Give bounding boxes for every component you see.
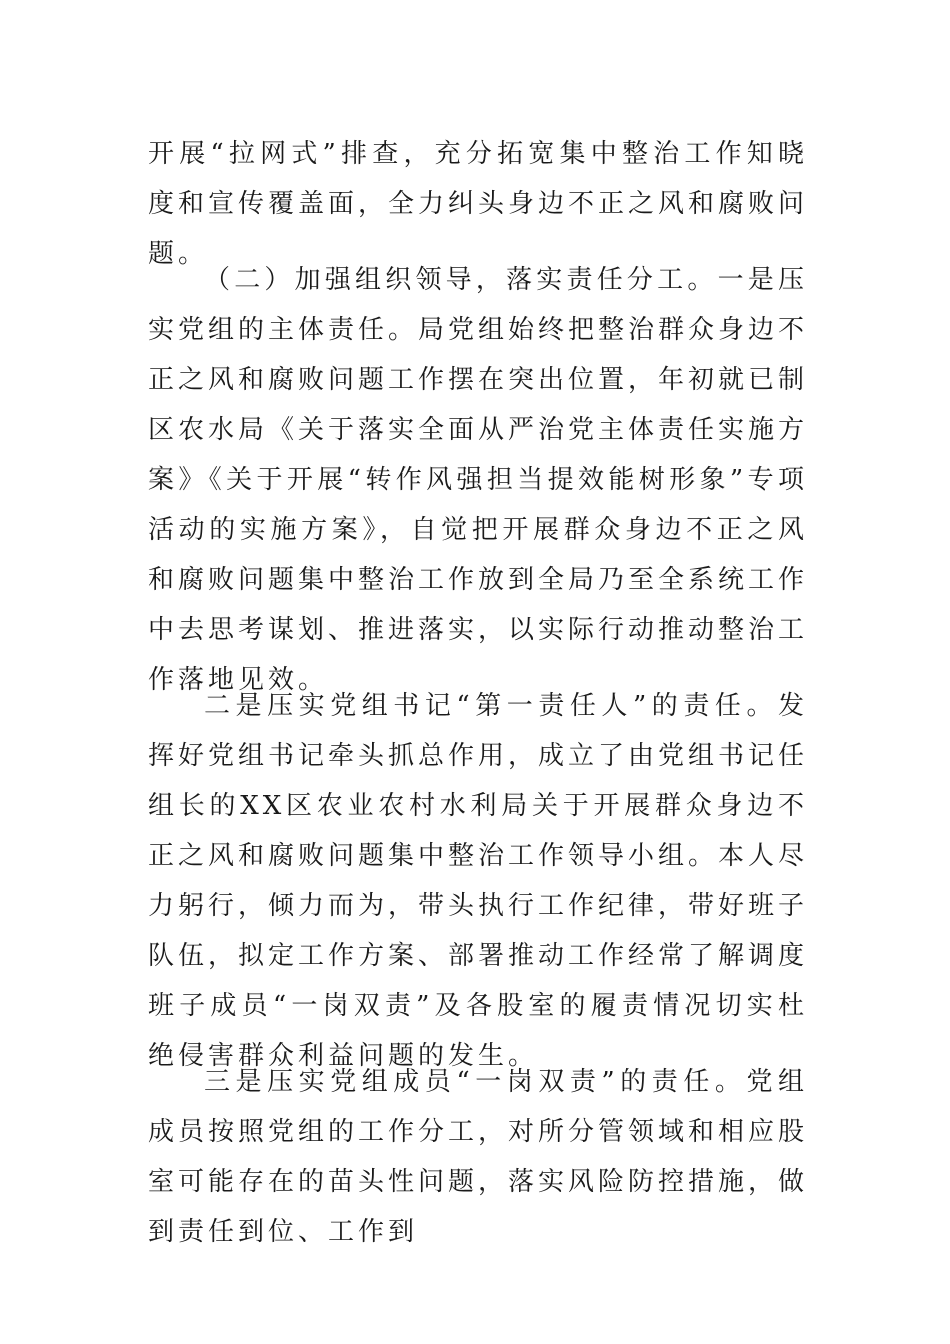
paragraph-point-two: 二是压实党组书记“第一责任人”的责任。发挥好党组书记牵头抓总作用，成立了由党组书记任组长的XX区农业农村水利局关于开展群众身边不正之风和腐败问题集中整治工作领导小组。本人尽力躬行，倾力而为，带头执行工作纪律，带好班子队伍，拟定工作方案、部署推动工作经常了解调度班子成员“一岗双责”及各股室的履责情况切实杜绝侵害群众利益问题的发生。 [148,691,809,1071]
paragraph-point-three: 三是压实党组成员“一岗双责”的责任。党组成员按照党组的工作分工，对所分管领域和相应股室可能存在的苗头性问题，落实风险防控措施，做到责任到位、工作到 [148,1067,809,1247]
paragraph-continuation: 开展“拉网式”排查，充分拓宽集中整治工作知晓度和宣传覆盖面，全力纠头身边不正之风和腐败问题。 [148,139,809,269]
paragraph-section-two: （二）加强组织领导，落实责任分工。一是压实党组的主体责任。局党组始终把整治群众身边不正之风和腐败问题工作摆在突出位置，年初就已制区农水局《关于落实全面从严治党主体责任实施方案》《关于开展“转作风强担当提效能树形象”专项活动的实施方案》，自觉把开展群众身边不正之风和腐败问题集中整治工作放到全局乃至全系统工作中去思考谋划、推进落实，以实际行动推动整治工作落地见效。 [148,265,809,695]
